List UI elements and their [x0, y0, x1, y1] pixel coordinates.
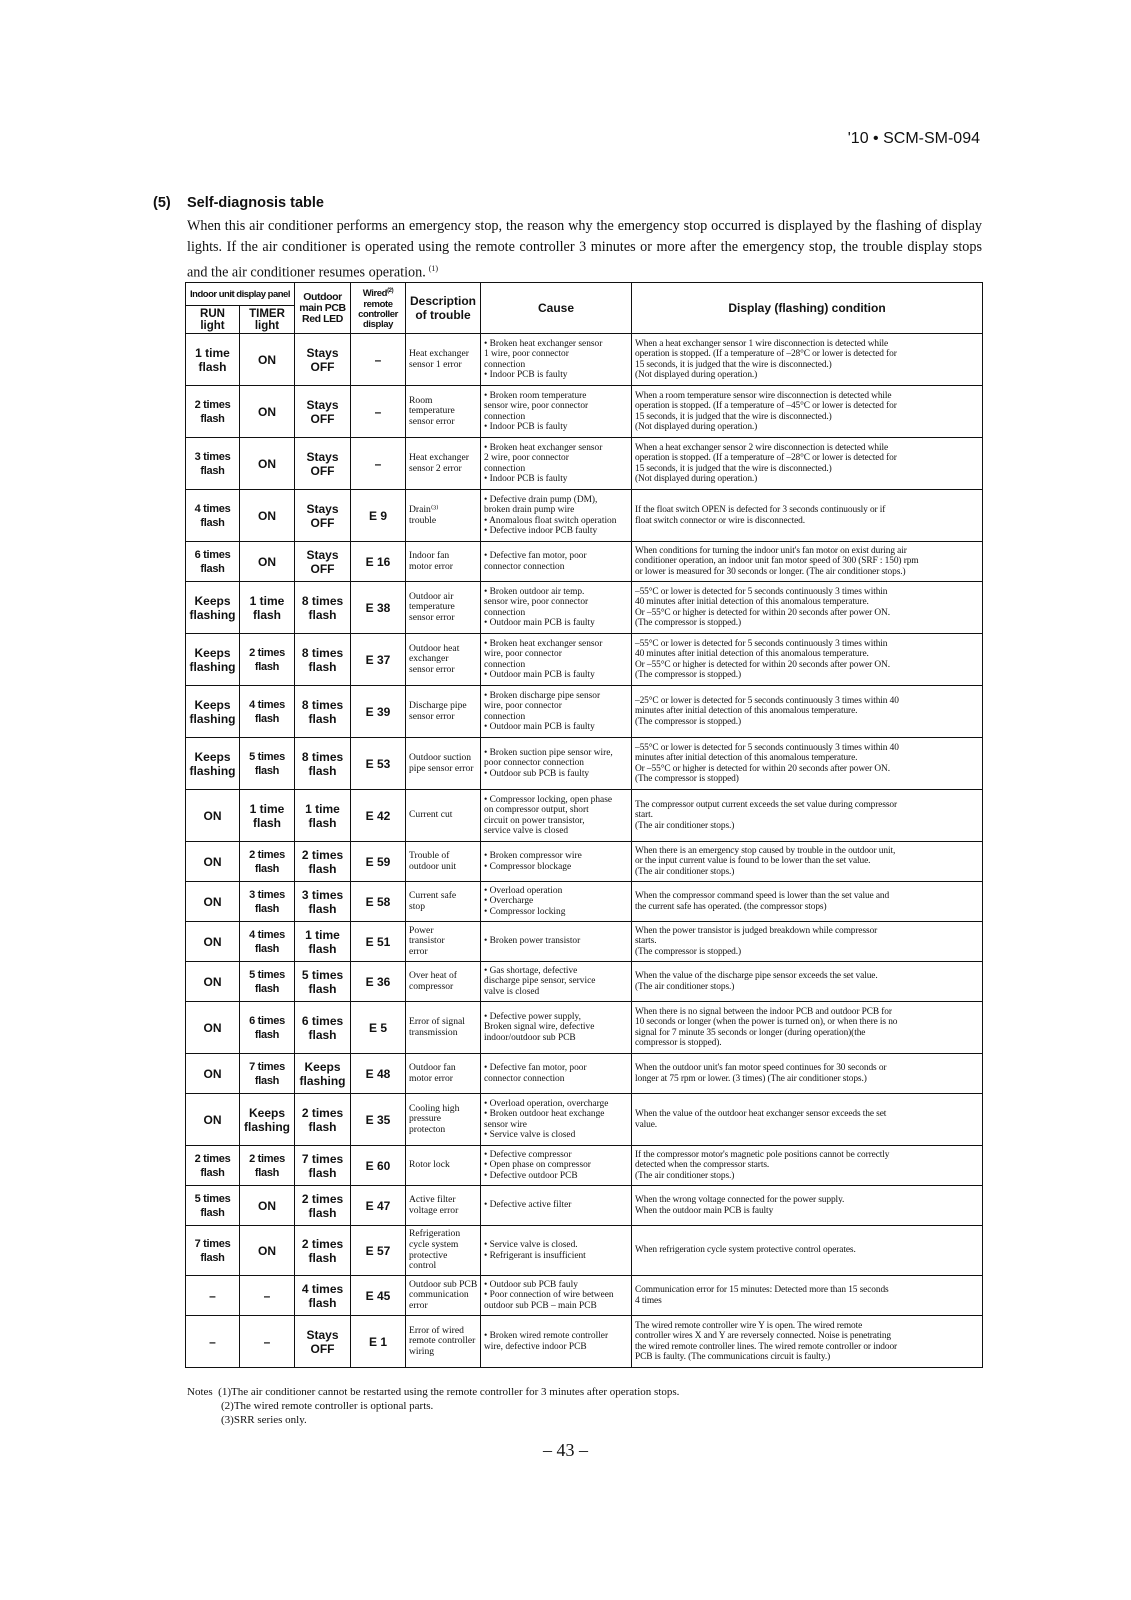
description-cell: Cooling high pressure protecton	[406, 1094, 481, 1146]
cause-cell: • Defective power supply, Broken signal wire, defective indoor/outdoor sub PCB	[481, 1002, 632, 1054]
outdoor-led-cell: Stays OFF	[295, 334, 351, 386]
condition-cell: When the value of the discharge pipe sensor exceeds the set value. (The air conditioner stops.)	[632, 962, 983, 1002]
condition-cell: When a heat exchanger sensor 2 wire disconnection is detected while operation is stopped. (If a temperature of –28°C or lower is detected for 15 seconds, it is judged that the wire is disconnected.) (Not displayed during operation.)	[632, 438, 983, 490]
timer-light-cell: 1 time flash	[240, 582, 295, 634]
outdoor-led-cell: Keeps flashing	[295, 1054, 351, 1094]
timer-light-cell: –	[240, 1276, 295, 1316]
table-row	[186, 542, 983, 582]
intro-text: When this air conditioner performs an emergency stop, the reason why the emergency stop occurred is displayed by the flashing of display lights. If the air conditioner is operated using the remote controller 3 minutes or more after the emergency stop, the trouble display stops and the air conditioner resumes operation.	[187, 218, 982, 281]
notes	[187, 1385, 679, 1427]
description-cell: Error of signal transmission	[406, 1002, 481, 1054]
description-cell: Active filter voltage error	[406, 1186, 481, 1226]
table-row	[186, 842, 983, 882]
timer-light-cell: Keeps flashing	[240, 1094, 295, 1146]
timer-light-cell: ON	[240, 542, 295, 582]
description-cell: Outdoor air temperature sensor error	[406, 582, 481, 634]
run-light-cell: 5 times flash	[186, 1186, 240, 1226]
outdoor-led-cell: 1 time flash	[295, 790, 351, 842]
timer-light-cell: 5 times flash	[240, 962, 295, 1002]
error-code-cell: –	[351, 438, 406, 490]
run-light-cell: ON	[186, 1094, 240, 1146]
outdoor-led-cell: 7 times flash	[295, 1146, 351, 1186]
outdoor-led-cell: Stays OFF	[295, 438, 351, 490]
description-cell: Over heat of compressor	[406, 962, 481, 1002]
header-indoor-panel: Indoor unit display panel	[186, 283, 295, 306]
timer-light-cell: ON	[240, 1226, 295, 1276]
cause-cell: • Overload operation, overcharge • Broken outdoor heat exchange sensor wire • Service valve is closed	[481, 1094, 632, 1146]
condition-cell: When refrigeration cycle system protective control operates.	[632, 1226, 983, 1276]
outdoor-led-cell: 8 times flash	[295, 738, 351, 790]
outdoor-led-cell: 1 time flash	[295, 922, 351, 962]
table-body	[186, 334, 983, 1368]
header-wired-remote: Wired$^{(2)}$ remote controller display	[351, 283, 406, 334]
timer-light-cell: 6 times flash	[240, 1002, 295, 1054]
condition-cell: The compressor output current exceeds the set value during compressor start. (The air conditioner stops.)	[632, 790, 983, 842]
condition-cell: –25°C or lower is detected for 5 seconds continuously 3 times within 40 minutes after initial detection of this anomalous temperature. (The compressor is stopped.)	[632, 686, 983, 738]
description-cell: Refrigeration cycle system protective control	[406, 1226, 481, 1276]
run-light-cell: ON	[186, 962, 240, 1002]
run-light-cell: –	[186, 1276, 240, 1316]
table-row	[186, 790, 983, 842]
description-cell: Current safe stop	[406, 882, 481, 922]
table-row	[186, 1316, 983, 1368]
condition-cell: When the power transistor is judged breakdown while compressor starts. (The compressor is stopped.)	[632, 922, 983, 962]
description-cell: Discharge pipe sensor error	[406, 686, 481, 738]
error-code-cell: E 47	[351, 1186, 406, 1226]
error-code-cell: –	[351, 334, 406, 386]
error-code-cell: E 5	[351, 1002, 406, 1054]
section-heading	[153, 195, 324, 211]
error-code-cell: E 59	[351, 842, 406, 882]
timer-light-cell: 4 times flash	[240, 686, 295, 738]
description-cell: Room temperature sensor error	[406, 386, 481, 438]
table-row	[186, 386, 983, 438]
cause-cell: • Compressor locking, open phase on compressor output, short circuit on power transistor, service valve is closed	[481, 790, 632, 842]
condition-cell: –55°C or lower is detected for 5 seconds continuously 3 times within 40 minutes after initial detection of this anomalous temperature. Or –55°C or higher is detected for within 20 seconds after power ON. (The compressor is stopped)	[632, 738, 983, 790]
error-code-cell: E 53	[351, 738, 406, 790]
section-title: Self-diagnosis table	[187, 195, 324, 211]
timer-light-cell: 7 times flash	[240, 1054, 295, 1094]
run-light-cell: 2 times flash	[186, 386, 240, 438]
run-light-cell: Keeps flashing	[186, 582, 240, 634]
error-code-cell: E 38	[351, 582, 406, 634]
condition-cell: The wired remote controller wire Y is open. The wired remote controller wires X and Y are reversely connected. Noise is penetrating the wired remote controller lines. The wired remote controller or indoor PCB is faulty. (The communications circuit is faulty.)	[632, 1316, 983, 1368]
condition-cell: When a heat exchanger sensor 1 wire disconnection is detected while operation is stopped. (If a temperature of –28°C or lower is detected for 15 seconds, it is judged that the wire is disconnected.) (Not displayed during operation.)	[632, 334, 983, 386]
cause-cell: • Defective active filter	[481, 1186, 632, 1226]
run-light-cell: 2 times flash	[186, 1146, 240, 1186]
intro-note-mark: (1)	[428, 264, 439, 273]
note-2: (2)The wired remote controller is optional parts.	[221, 1400, 434, 1412]
run-light-cell: 4 times flash	[186, 490, 240, 542]
document-id: '10 • SCM-SM-094	[847, 130, 980, 147]
run-light-cell: 3 times flash	[186, 438, 240, 490]
timer-light-cell: 1 time flash	[240, 790, 295, 842]
description-cell: Outdoor fan motor error	[406, 1054, 481, 1094]
condition-cell: When the value of the outdoor heat exchanger sensor exceeds the set value.	[632, 1094, 983, 1146]
description-cell: Indoor fan motor error	[406, 542, 481, 582]
condition-cell: When the compressor command speed is lower than the set value and the current safe has operated. (the compressor stops)	[632, 882, 983, 922]
cause-cell: • Defective fan motor, poor connector connection	[481, 1054, 632, 1094]
description-cell: Trouble of outdoor unit	[406, 842, 481, 882]
outdoor-led-cell: 2 times flash	[295, 1186, 351, 1226]
description-cell: Error of wired remote controller wiring	[406, 1316, 481, 1368]
run-light-cell: ON	[186, 842, 240, 882]
error-code-cell: E 37	[351, 634, 406, 686]
header-outdoor-led: Outdoor main PCB Red LED	[295, 283, 351, 334]
table-row	[186, 582, 983, 634]
table-row	[186, 490, 983, 542]
cause-cell: • Broken heat exchanger sensor wire, poor connector connection • Outdoor main PCB is faulty	[481, 634, 632, 686]
timer-light-cell: 5 times flash	[240, 738, 295, 790]
run-light-cell: Keeps flashing	[186, 738, 240, 790]
table-row	[186, 438, 983, 490]
condition-cell: –55°C or lower is detected for 5 seconds continuously 3 times within 40 minutes after initial detection of this anomalous temperature. Or –55°C or higher is detected for within 20 seconds after power ON. (The compressor is stopped.)	[632, 582, 983, 634]
description-cell: Power transistor error	[406, 922, 481, 962]
timer-light-cell: –	[240, 1316, 295, 1368]
note-1: Notes (1)The air conditioner cannot be restarted using the remote controller for 3 minutes after operation stops.	[187, 1386, 680, 1398]
error-code-cell: E 1	[351, 1316, 406, 1368]
cause-cell: • Defective drain pump (DM), broken drain pump wire • Anomalous float switch operation • Defective indoor PCB faulty	[481, 490, 632, 542]
page-number: – 43 –	[543, 1440, 588, 1460]
description-cell: Drain⁽³⁾ trouble	[406, 490, 481, 542]
condition-cell: –55°C or lower is detected for 5 seconds continuously 3 times within 40 minutes after initial detection of this anomalous temperature. Or –55°C or higher is detected for within 20 seconds after power ON. (The compressor is stopped.)	[632, 634, 983, 686]
timer-light-cell: ON	[240, 386, 295, 438]
table-row	[186, 334, 983, 386]
run-light-cell: ON	[186, 790, 240, 842]
header-timer-light: TIMER light	[240, 306, 295, 334]
table-row	[186, 1276, 983, 1316]
outdoor-led-cell: 6 times flash	[295, 1002, 351, 1054]
note-3: (3)SRR series only.	[221, 1414, 307, 1426]
run-light-cell: ON	[186, 882, 240, 922]
cause-cell: • Broken room temperature sensor wire, poor connector connection • Indoor PCB is faulty	[481, 386, 632, 438]
outdoor-led-cell: Stays OFF	[295, 490, 351, 542]
timer-light-cell: ON	[240, 438, 295, 490]
table-row	[186, 686, 983, 738]
condition-cell: When the outdoor unit's fan motor speed continues for 30 seconds or longer at 75 rpm or lower. (3 times) (The air conditioner stops.)	[632, 1054, 983, 1094]
error-code-cell: E 9	[351, 490, 406, 542]
condition-cell: If the compressor motor's magnetic pole positions cannot be correctly detected when the compressor starts. (The air conditioner stops.)	[632, 1146, 983, 1186]
error-code-cell: E 35	[351, 1094, 406, 1146]
table-row	[186, 1054, 983, 1094]
header-condition: Display (flashing) condition	[632, 283, 983, 334]
cause-cell: • Service valve is closed. • Refrigerant is insufficient	[481, 1226, 632, 1276]
outdoor-led-cell: 2 times flash	[295, 1226, 351, 1276]
table-row	[186, 634, 983, 686]
outdoor-led-cell: 5 times flash	[295, 962, 351, 1002]
run-light-cell: 1 time flash	[186, 334, 240, 386]
timer-light-cell: 2 times flash	[240, 1146, 295, 1186]
table-row	[186, 1094, 983, 1146]
table-row	[186, 922, 983, 962]
table-row	[186, 962, 983, 1002]
cause-cell: • Broken power transistor	[481, 922, 632, 962]
condition-cell: When a room temperature sensor wire disconnection is detected while operation is stopped. (If a temperature of –45°C or lower is detected for 15 seconds, it is judged that the wire is disconnected.) (Not displayed during operation.)	[632, 386, 983, 438]
self-diagnosis-table	[185, 282, 983, 1368]
cause-cell: • Broken outdoor air temp. sensor wire, poor connector connection • Outdoor main PCB is faulty	[481, 582, 632, 634]
error-code-cell: E 60	[351, 1146, 406, 1186]
run-light-cell: 7 times flash	[186, 1226, 240, 1276]
header-description: Description of trouble	[406, 283, 481, 334]
description-cell: Outdoor heat exchanger sensor error	[406, 634, 481, 686]
timer-light-cell: 2 times flash	[240, 634, 295, 686]
header-cause: Cause	[481, 283, 632, 334]
outdoor-led-cell: 3 times flash	[295, 882, 351, 922]
error-code-cell: E 48	[351, 1054, 406, 1094]
error-code-cell: E 39	[351, 686, 406, 738]
run-light-cell: ON	[186, 922, 240, 962]
cause-cell: • Outdoor sub PCB fauly • Poor connection of wire between outdoor sub PCB – main PCB	[481, 1276, 632, 1316]
section-number: (5)	[153, 195, 171, 211]
outdoor-led-cell: Stays OFF	[295, 386, 351, 438]
error-code-cell: E 58	[351, 882, 406, 922]
cause-cell: • Defective compressor • Open phase on compressor • Defective outdoor PCB	[481, 1146, 632, 1186]
cause-cell: • Broken wired remote controller wire, defective indoor PCB	[481, 1316, 632, 1368]
outdoor-led-cell: 2 times flash	[295, 1094, 351, 1146]
table-row	[186, 1226, 983, 1276]
condition-cell: When conditions for turning the indoor unit's fan motor on exist during air conditioner operation, an indoor unit fan motor speed of 300 (SRF : 150) rpm or lower is measured for 30 seconds or longer. (The air conditioner stops.)	[632, 542, 983, 582]
timer-light-cell: 4 times flash	[240, 922, 295, 962]
error-code-cell: E 45	[351, 1276, 406, 1316]
run-light-cell: Keeps flashing	[186, 686, 240, 738]
run-light-cell: –	[186, 1316, 240, 1368]
outdoor-led-cell: 8 times flash	[295, 634, 351, 686]
outdoor-led-cell: Stays OFF	[295, 542, 351, 582]
description-cell: Outdoor suction pipe sensor error	[406, 738, 481, 790]
cause-cell: • Broken heat exchanger sensor 1 wire, poor connector connection • Indoor PCB is faulty	[481, 334, 632, 386]
condition-cell: If the float switch OPEN is defected for 3 seconds continuously or if float switch connector or wire is disconnected.	[632, 490, 983, 542]
outdoor-led-cell: 8 times flash	[295, 686, 351, 738]
error-code-cell: E 42	[351, 790, 406, 842]
table-row	[186, 738, 983, 790]
header-run-light: RUN light	[186, 306, 240, 334]
timer-light-cell: 3 times flash	[240, 882, 295, 922]
run-light-cell: ON	[186, 1002, 240, 1054]
run-light-cell: 6 times flash	[186, 542, 240, 582]
description-cell: Rotor lock	[406, 1146, 481, 1186]
cause-cell: • Broken heat exchanger sensor 2 wire, poor connector connection • Indoor PCB is faulty	[481, 438, 632, 490]
timer-light-cell: ON	[240, 334, 295, 386]
cause-cell: • Broken discharge pipe sensor wire, poor connector connection • Outdoor main PCB is faulty	[481, 686, 632, 738]
condition-cell: When the wrong voltage connected for the power supply. When the outdoor main PCB is faulty	[632, 1186, 983, 1226]
timer-light-cell: 2 times flash	[240, 842, 295, 882]
outdoor-led-cell: 2 times flash	[295, 842, 351, 882]
description-cell: Current cut	[406, 790, 481, 842]
cause-cell: • Defective fan motor, poor connector connection	[481, 542, 632, 582]
table-row	[186, 882, 983, 922]
condition-cell: Communication error for 15 minutes: Detected more than 15 seconds 4 times	[632, 1276, 983, 1316]
run-light-cell: ON	[186, 1054, 240, 1094]
description-cell: Outdoor sub PCB communication error	[406, 1276, 481, 1316]
intro-paragraph	[187, 216, 982, 284]
cause-cell: • Overload operation • Overcharge • Compressor locking	[481, 882, 632, 922]
outdoor-led-cell: 8 times flash	[295, 582, 351, 634]
table-row	[186, 1186, 983, 1226]
condition-cell: When there is no signal between the indoor PCB and outdoor PCB for 10 seconds or longer (when the power is turned on), or when there is no signal for 7 minute 35 seconds or longer (during operation)(the compressor is stopped).	[632, 1002, 983, 1054]
error-code-cell: E 16	[351, 542, 406, 582]
outdoor-led-cell: Stays OFF	[295, 1316, 351, 1368]
error-code-cell: E 51	[351, 922, 406, 962]
error-code-cell: E 57	[351, 1226, 406, 1276]
condition-cell: When there is an emergency stop caused by trouble in the outdoor unit, or the input current value is found to be lower than the set value. (The air conditioner stops.)	[632, 842, 983, 882]
error-code-cell: –	[351, 386, 406, 438]
outdoor-led-cell: 4 times flash	[295, 1276, 351, 1316]
description-cell: Heat exchanger sensor 2 error	[406, 438, 481, 490]
timer-light-cell: ON	[240, 1186, 295, 1226]
cause-cell: • Gas shortage, defective discharge pipe sensor, service valve is closed	[481, 962, 632, 1002]
run-light-cell: Keeps flashing	[186, 634, 240, 686]
table-row	[186, 1146, 983, 1186]
table-row	[186, 1002, 983, 1054]
cause-cell: • Broken suction pipe sensor wire, poor connector connection • Outdoor sub PCB is faulty	[481, 738, 632, 790]
description-cell: Heat exchanger sensor 1 error	[406, 334, 481, 386]
cause-cell: • Broken compressor wire • Compressor blockage	[481, 842, 632, 882]
error-code-cell: E 36	[351, 962, 406, 1002]
timer-light-cell: ON	[240, 490, 295, 542]
